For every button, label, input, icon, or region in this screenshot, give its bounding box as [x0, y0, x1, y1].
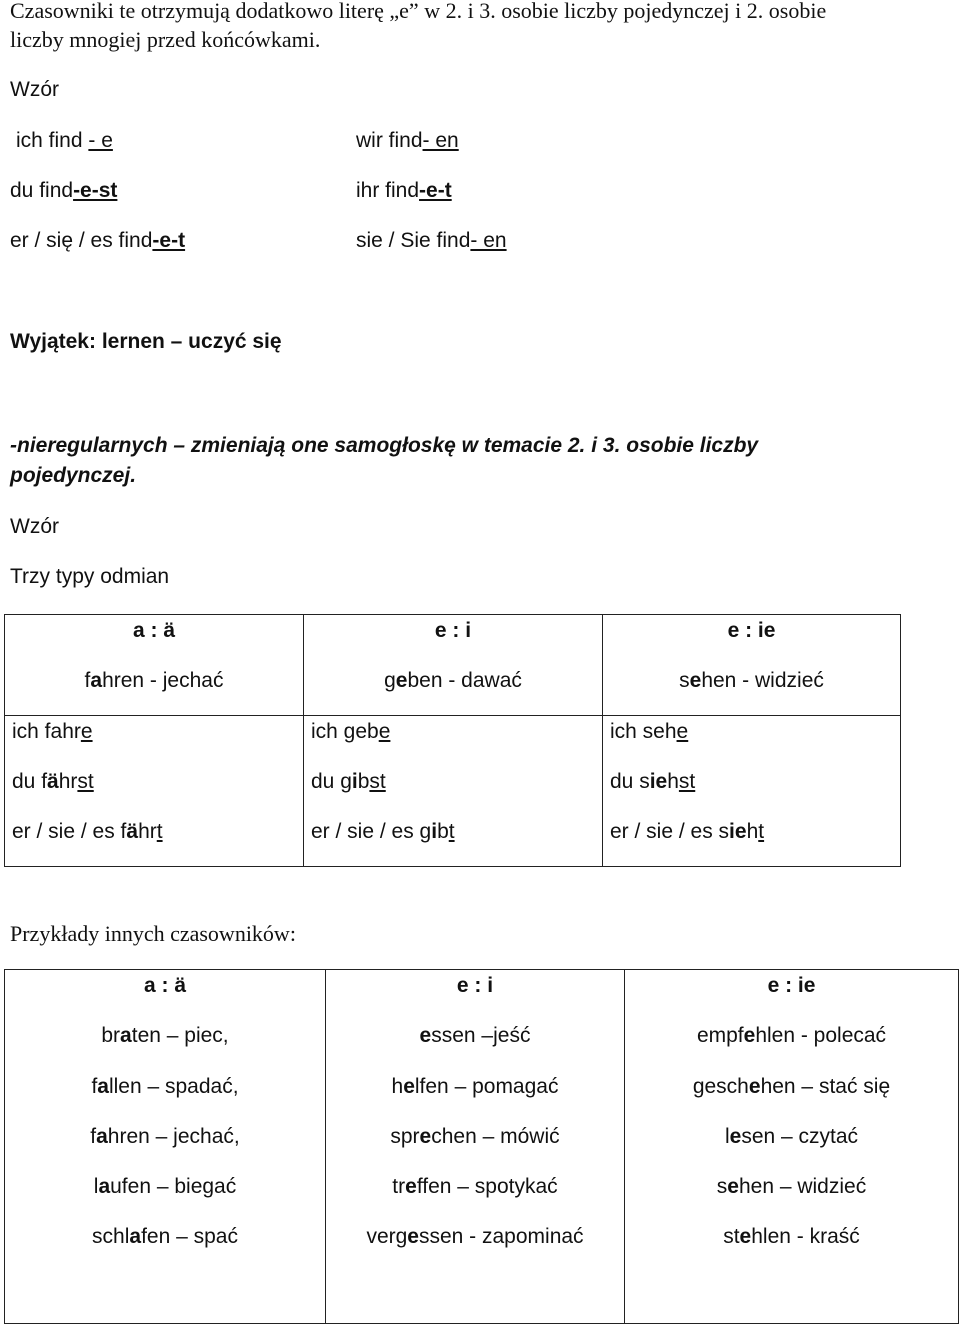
type-header-e-i	[304, 615, 603, 716]
conjugation-ich: ich find - e	[16, 129, 113, 152]
verb-item: braten – piec,	[101, 1024, 229, 1048]
form-er: er / sie / es sieht	[610, 820, 765, 843]
verb-item: sehen – widzieć	[716, 1175, 867, 1199]
verb-item: sprechen – mówić	[390, 1124, 560, 1148]
column-header: a : ä	[143, 974, 187, 997]
form-er: er / sie / es gibt	[311, 820, 455, 843]
form-du: du gibst	[311, 770, 386, 793]
column-header: e : ie	[767, 974, 816, 997]
verb-item: vergessen - zapominać	[366, 1225, 584, 1249]
verb-item: lesen – czytać	[724, 1124, 859, 1148]
examples-table	[4, 969, 959, 1324]
verb-item: schlafen – spać	[92, 1225, 238, 1249]
pattern-heading-2: Wzór	[10, 515, 59, 538]
type-forms-e-ie	[603, 716, 901, 867]
column-example: fahren - jechać	[84, 669, 224, 692]
verb-item: geschehen – stać się	[692, 1074, 891, 1098]
conjugation-types-table	[4, 614, 901, 867]
form-ich: ich gebe	[311, 720, 391, 743]
verb-item: stehlen - kraść	[723, 1225, 860, 1249]
exception-note: Wyjątek: lernen – uczyć się	[10, 330, 282, 353]
form-er: er / sie / es fährt	[12, 820, 163, 843]
conjugation-sie: sie / Sie find- en	[356, 229, 507, 252]
column-header: a : ä	[132, 619, 176, 642]
intro-line-2: liczby mnogiej przed końcówkami.	[10, 27, 321, 52]
verb-item: treffen – spotykać	[392, 1175, 558, 1199]
verb-item: laufen – biegać	[93, 1175, 237, 1199]
examples-heading: Przykłady innych czasowników:	[10, 921, 296, 946]
irregular-line-1: -nieregularnych – zmieniają one samogłoskę w temacie 2. i 3. osobie liczby	[10, 434, 759, 457]
intro-line-1: Czasowniki te otrzymują dodatkowo literę „e” w 2. i 3. osobie liczby pojedynczej i 2. osobie	[10, 0, 827, 23]
form-ich: ich sehe	[610, 720, 689, 743]
type-header-a-ae	[5, 615, 304, 716]
form-du: du siehst	[610, 770, 696, 793]
examples-column-a-ae	[5, 970, 326, 1324]
examples-column-e-ie	[625, 970, 959, 1324]
conjugation-ihr: ihr find-e-t	[356, 179, 452, 202]
type-forms-a-ae	[5, 716, 304, 867]
form-du: du fährst	[12, 770, 94, 793]
irregular-line-2: pojedynczej.	[10, 464, 137, 487]
verb-item: fallen – spadać,	[91, 1074, 239, 1098]
column-example: sehen - widzieć	[679, 669, 824, 692]
examples-column-e-i	[326, 970, 625, 1324]
conjugation-wir: wir find- en	[356, 129, 459, 152]
verb-item: fahren – jechać,	[90, 1124, 240, 1148]
column-header: e : ie	[727, 619, 776, 642]
column-header: e : i	[456, 974, 494, 997]
verb-item: essen –jeść	[419, 1024, 531, 1048]
column-header: e : i	[434, 619, 472, 642]
column-example: geben - dawać	[384, 669, 522, 692]
form-ich: ich fahre	[12, 720, 93, 743]
conjugation-er: er / się / es find-e-t	[10, 229, 186, 252]
pattern-heading: Wzór	[10, 78, 59, 101]
conjugation-du: du find-e-st	[10, 179, 118, 202]
verb-item: empfehlen - polecać	[696, 1024, 887, 1048]
types-heading: Trzy typy odmian	[10, 565, 170, 588]
verb-item: helfen – pomagać	[391, 1074, 559, 1098]
type-forms-e-i	[304, 716, 603, 867]
type-header-e-ie	[603, 615, 901, 716]
